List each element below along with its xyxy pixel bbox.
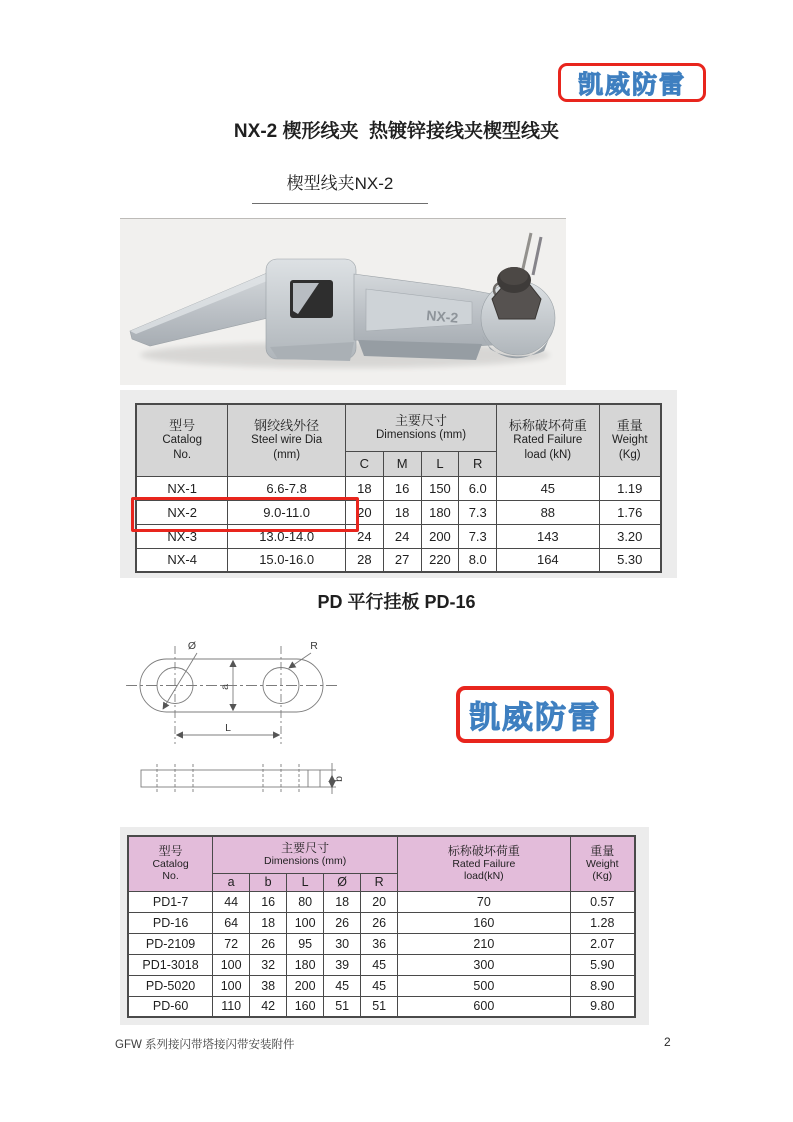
cell-o: 39 [324, 954, 361, 975]
side-view-bar [141, 770, 320, 787]
table-row [128, 912, 635, 933]
pd-section-title: PD 平行挂板 PD-16 [317, 592, 476, 612]
pd-technical-drawing [108, 632, 400, 804]
product-photo [120, 218, 566, 385]
label: load (kN) [524, 448, 572, 461]
cell-weight: 9.80 [570, 996, 635, 1017]
cell-m: 18 [383, 500, 421, 524]
page-title: NX-2 楔形线夹 热镀锌接线夹楔型线夹 [233, 121, 560, 142]
col-header-catalog [128, 836, 213, 891]
label: Catalog [162, 433, 202, 446]
cell-dia: 6.6-7.8 [228, 476, 346, 500]
cell-b: 32 [250, 954, 287, 975]
cell-b: 18 [250, 912, 287, 933]
table-row [128, 933, 635, 954]
cell-r: 20 [361, 891, 398, 912]
label: No. [162, 870, 179, 882]
label: Steel wire Dia [251, 433, 323, 446]
cell-weight: 1.76 [599, 500, 661, 524]
label: 重量 [616, 417, 643, 433]
cell-weight: 5.90 [570, 954, 635, 975]
pd-table-image [120, 827, 649, 1025]
col-header-load [398, 836, 570, 891]
cell-c: 24 [345, 524, 383, 548]
nx-table-image [120, 390, 677, 578]
cell-model: PD-16 [128, 912, 213, 933]
cell-weight: 3.20 [599, 524, 661, 548]
cell-o: 51 [324, 996, 361, 1017]
cell-load: 45 [497, 476, 599, 500]
cell-r: 8.0 [459, 548, 497, 572]
cell-model: PD-2109 [128, 933, 213, 954]
col-header-catalog [136, 404, 228, 476]
cell-weight: 1.28 [570, 912, 635, 933]
table-row [136, 548, 661, 572]
cell-l: 220 [421, 548, 459, 572]
leader-radius [289, 653, 311, 668]
col-header-c: C [345, 451, 383, 476]
cell-load: 160 [398, 912, 570, 933]
cell-o: 45 [324, 975, 361, 996]
label: 型号 [158, 844, 183, 858]
label: Rated Failure [452, 857, 516, 870]
cell-model: NX-1 [136, 476, 228, 500]
col-header-weight [570, 836, 635, 891]
cell-b: 16 [250, 891, 287, 912]
cell-m: 27 [383, 548, 421, 572]
cell-model: PD1-7 [128, 891, 213, 912]
col-header-wire-dia [228, 404, 346, 476]
cell-weight: 2.07 [570, 933, 635, 954]
col-header-b: b [250, 873, 287, 891]
label: Catalog [152, 857, 189, 870]
cell-m: 16 [383, 476, 421, 500]
label: Dimensions (mm) [376, 428, 467, 441]
cell-l: 95 [287, 933, 324, 954]
cell-weight: 8.90 [570, 975, 635, 996]
col-header-load [497, 404, 599, 476]
engraved-model-text: NX-2 [425, 307, 459, 326]
brand-logo-text: 凯威防雷 [577, 70, 686, 99]
label-width-a: a [219, 684, 231, 690]
cell-r: 36 [361, 933, 398, 954]
brand-logo-badge-2 [456, 686, 614, 743]
label-thickness-b: b [333, 776, 345, 782]
cell-r: 26 [361, 912, 398, 933]
table-row-highlighted [136, 500, 661, 524]
table-row [128, 975, 635, 996]
label: (Kg) [618, 448, 641, 461]
cell-weight: 5.30 [599, 548, 661, 572]
cell-r: 45 [361, 975, 398, 996]
label: (mm) [273, 448, 301, 461]
col-header-a: a [213, 873, 250, 891]
label: 钢绞线外径 [254, 417, 320, 433]
footer-text: GFW 系列接闪带塔接闪带安装附件 [115, 1039, 295, 1051]
cell-model: PD-5020 [128, 975, 213, 996]
brand-logo-badge [558, 63, 706, 102]
cell-l: 180 [421, 500, 459, 524]
cell-load: 210 [398, 933, 570, 954]
label: 型号 [169, 417, 196, 433]
cell-r: 6.0 [459, 476, 497, 500]
cell-c: 28 [345, 548, 383, 572]
cell-a: 100 [213, 954, 250, 975]
cell-l: 150 [421, 476, 459, 500]
col-header-weight [599, 404, 661, 476]
cell-l: 80 [287, 891, 324, 912]
cell-load: 164 [497, 548, 599, 572]
cell-r: 45 [361, 954, 398, 975]
nx-spec-table [135, 403, 662, 573]
label: 主要尺寸 [281, 841, 330, 856]
cell-m: 24 [383, 524, 421, 548]
cell-l: 160 [287, 996, 324, 1017]
col-header-l: L [287, 873, 324, 891]
col-header-r: R [459, 451, 497, 476]
cell-a: 72 [213, 933, 250, 954]
label: 标称破坏荷重 [508, 417, 587, 433]
cell-a: 44 [213, 891, 250, 912]
table-row [128, 891, 635, 912]
cell-o: 18 [324, 891, 361, 912]
cell-model: PD-60 [128, 996, 213, 1017]
page-number: 2 [664, 1035, 671, 1049]
cell-model: NX-4 [136, 548, 228, 572]
cell-load: 88 [497, 500, 599, 524]
col-header-dimensions [345, 404, 496, 451]
col-header-diameter: Ø [324, 873, 361, 891]
cell-load: 143 [497, 524, 599, 548]
label-radius: R [310, 640, 318, 652]
cell-dia: 15.0-16.0 [228, 548, 346, 572]
label: Rated Failure [513, 433, 583, 446]
cell-weight: 1.19 [599, 476, 661, 500]
table-row [128, 954, 635, 975]
page-subtitle: 楔型线夹NX-2 [252, 169, 428, 204]
label: 主要尺寸 [395, 412, 448, 428]
cell-r: 7.3 [459, 524, 497, 548]
cell-dia: 13.0-14.0 [228, 524, 346, 548]
table-row [136, 476, 661, 500]
cell-model: PD1-3018 [128, 954, 213, 975]
col-header-m: M [383, 451, 421, 476]
col-header-l: L [421, 451, 459, 476]
leader-diameter [163, 653, 197, 709]
table-row [136, 524, 661, 548]
cell-l: 180 [287, 954, 324, 975]
label: 重量 [590, 844, 615, 858]
table-row [128, 996, 635, 1017]
label: Dimensions (mm) [264, 854, 347, 867]
cell-model: NX-2 [136, 500, 228, 524]
cell-c: 18 [345, 476, 383, 500]
label-length-l: L [225, 722, 231, 734]
cell-load: 600 [398, 996, 570, 1017]
cell-weight: 0.57 [570, 891, 635, 912]
cell-dia: 9.0-11.0 [228, 500, 346, 524]
cell-r: 7.3 [459, 500, 497, 524]
cell-o: 26 [324, 912, 361, 933]
cell-b: 38 [250, 975, 287, 996]
label: load(kN) [464, 870, 504, 882]
cell-load: 300 [398, 954, 570, 975]
cell-a: 100 [213, 975, 250, 996]
col-header-r: R [361, 873, 398, 891]
cell-l: 100 [287, 912, 324, 933]
cell-r: 51 [361, 996, 398, 1017]
label: 标称破坏荷重 [447, 844, 520, 858]
cell-b: 26 [250, 933, 287, 954]
cell-l: 200 [287, 975, 324, 996]
label: (Kg) [592, 870, 613, 882]
cell-a: 110 [213, 996, 250, 1017]
label: Weight [586, 857, 619, 870]
cell-load: 70 [398, 891, 570, 912]
label-diameter: Ø [187, 640, 197, 652]
pd-drawing-svg [108, 632, 400, 804]
cell-load: 500 [398, 975, 570, 996]
pd-spec-table [127, 835, 636, 1018]
cell-c: 20 [345, 500, 383, 524]
clamp-body [266, 259, 356, 361]
label: Weight [611, 433, 648, 446]
cell-o: 30 [324, 933, 361, 954]
clamp-illustration [120, 219, 566, 385]
cell-model: NX-3 [136, 524, 228, 548]
brand-logo-text: 凯威防雷 [469, 700, 601, 735]
col-header-dimensions [213, 836, 398, 873]
cell-a: 64 [213, 912, 250, 933]
cell-b: 42 [250, 996, 287, 1017]
label: No. [173, 448, 192, 461]
cell-l: 200 [421, 524, 459, 548]
